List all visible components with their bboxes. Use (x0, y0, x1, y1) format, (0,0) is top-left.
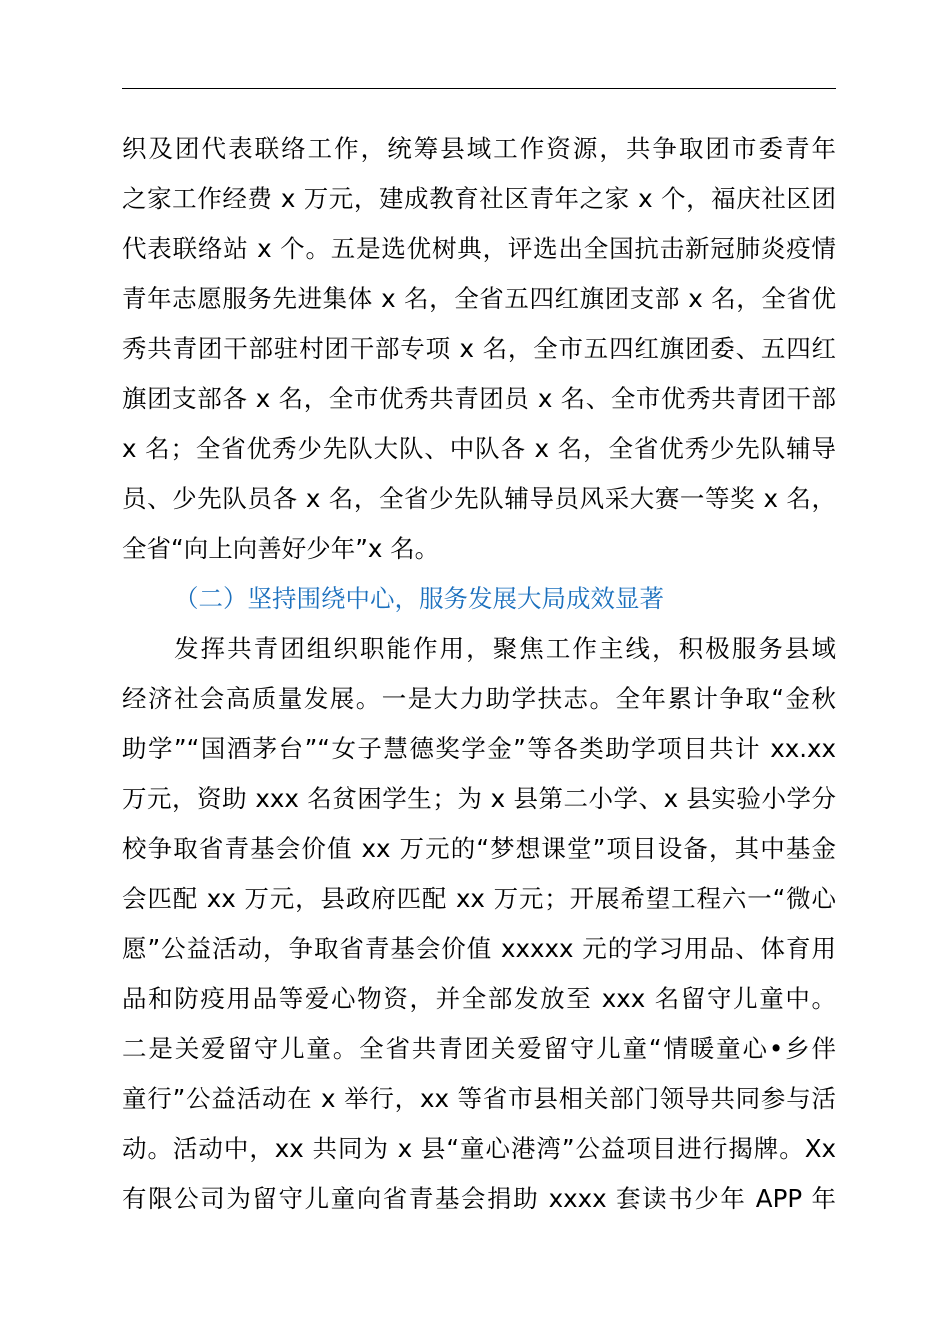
document-body (122, 124, 836, 1224)
paragraph-2 (122, 624, 836, 1224)
paragraph-line: 织及团代表联络工作，统筹县域工作资源，共争取团市委青年 (122, 134, 836, 163)
paragraph-line: 童行”公益活动在 x 举行，xx 等省市县相关部门领导共同参与活 (122, 1084, 836, 1113)
paragraph-line: 有限公司为留守儿童向省青基会捐助 xxxx 套读书少年 APP 年 (122, 1184, 836, 1213)
paragraph-line: 员、少先队员各 x 名，全省少先队辅导员风采大赛一等奖 x 名， (122, 484, 836, 513)
paragraph-line: 发挥共青团组织职能作用，聚焦工作主线，积极服务县域 (174, 634, 836, 663)
paragraph-line: 之家工作经费 x 万元，建成教育社区青年之家 x 个，福庆社区团 (122, 184, 836, 213)
paragraph-1 (122, 124, 836, 574)
paragraph-line: 全省“向上向善好少年”x 名。 (122, 534, 440, 563)
header-rule (122, 88, 836, 89)
paragraph-line: 万元，资助 xxx 名贫困学生；为 x 县第二小学、x 县实验小学分 (122, 784, 836, 813)
paragraph-line: x 名；全省优秀少先队大队、中队各 x 名，全省优秀少先队辅导 (122, 434, 836, 463)
paragraph-line: 代表联络站 x 个。五是选优树典，评选出全国抗击新冠肺炎疫情 (122, 234, 836, 263)
paragraph-line: 品和防疫用品等爱心物资，并全部发放至 xxx 名留守儿童中。 (122, 984, 836, 1013)
paragraph-line: 经济社会高质量发展。一是大力助学扶志。全年累计争取“金秋 (122, 684, 836, 713)
paragraph-line: 校争取省青基会价值 xx 万元的“梦想课堂”项目设备，其中基金 (122, 834, 836, 863)
paragraph-line: 旗团支部各 x 名，全市优秀共青团员 x 名、全市优秀共青团干部 (122, 384, 836, 413)
paragraph-line: 二是关爱留守儿童。全省共青团关爱留守儿童“情暖童心•乡伴 (122, 1034, 836, 1063)
paragraph-line: 助学”“国酒茅台”“女子慧德奖学金”等各类助学项目共计 xx.xx (122, 734, 836, 763)
paragraph-line: 青年志愿服务先进集体 x 名，全省五四红旗团支部 x 名，全省优 (122, 284, 836, 313)
paragraph-line: 动。活动中，xx 共同为 x 县“童心港湾”公益项目进行揭牌。Xx (122, 1134, 836, 1163)
section-heading: （二）坚持围绕中心，服务发展大局成效显著 (174, 584, 664, 613)
paragraph-line: 愿”公益活动，争取省青基会价值 xxxxx 元的学习用品、体育用 (122, 934, 836, 963)
paragraph-line: 秀共青团干部驻村团干部专项 x 名，全市五四红旗团委、五四红 (122, 334, 836, 363)
paragraph-line: 会匹配 xx 万元，县政府匹配 xx 万元；开展希望工程六一“微心 (122, 884, 836, 913)
